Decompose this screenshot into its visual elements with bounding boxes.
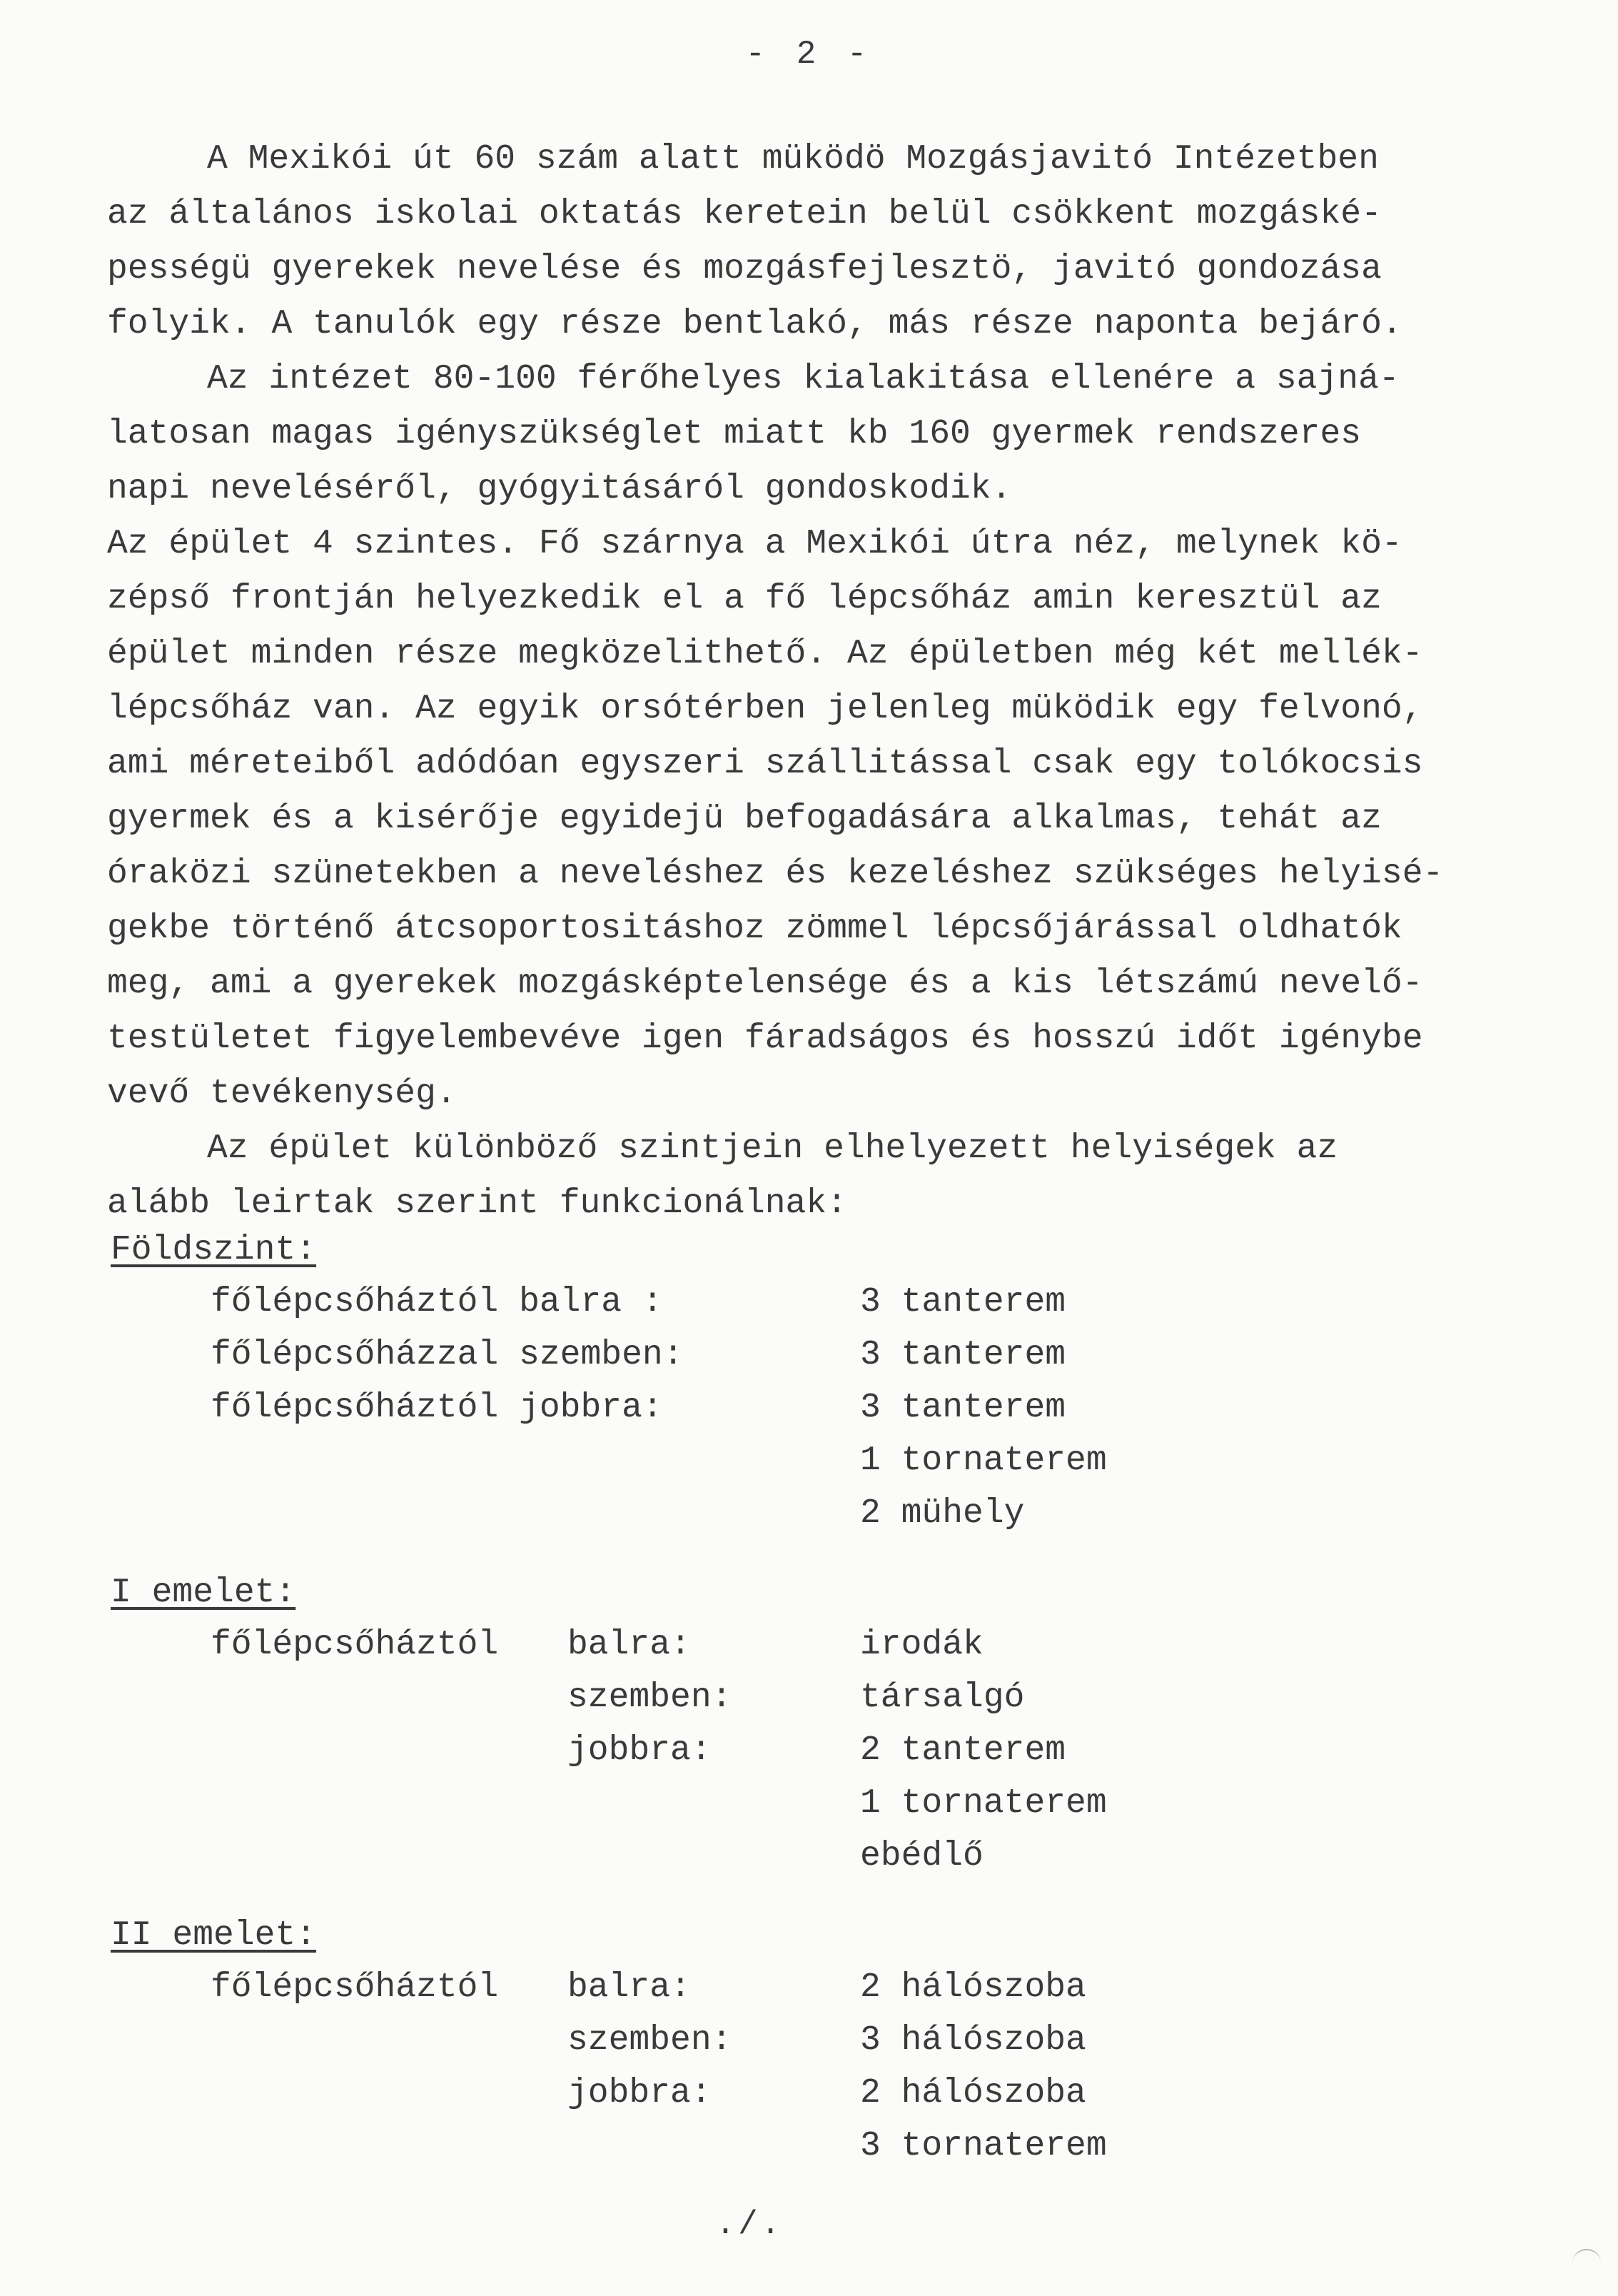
room-row bbox=[111, 1618, 1324, 1671]
paragraph-capacity bbox=[107, 352, 1506, 517]
room-count: 2 hálószoba bbox=[860, 1968, 1086, 2007]
room-count: irodák bbox=[860, 1626, 984, 1664]
text-line: Az épület 4 szintes. Fő szárnya a Mexikói útra néz, melynek kö- bbox=[107, 525, 1402, 563]
text-line: lépcsőház van. Az egyik orsótérben jelenleg müködik egy felvonó, bbox=[107, 690, 1423, 728]
room-direction: balra: bbox=[567, 1968, 691, 2007]
room-direction: balra: bbox=[567, 1626, 691, 1664]
section-title: II emelet: bbox=[111, 1916, 317, 1955]
room-row bbox=[111, 1777, 1324, 1830]
text-line: testületet figyelembevéve igen fáradságos és hosszú időt igénybe bbox=[107, 1019, 1423, 1058]
page-number: - 2 - bbox=[745, 36, 873, 73]
text-line: épület minden része megközelithető. Az épületben még két mellék- bbox=[107, 635, 1423, 673]
room-count: társalgó bbox=[860, 1678, 1025, 1717]
room-row bbox=[111, 1381, 1324, 1434]
room-count: 2 tanterem bbox=[860, 1731, 1066, 1770]
text-line: vevő tevékenység. bbox=[107, 1074, 457, 1113]
room-count: ebédlő bbox=[860, 1837, 984, 1875]
room-count: 3 tanterem bbox=[860, 1389, 1066, 1427]
room-row bbox=[111, 1961, 1324, 2014]
text-line: A Mexikói út 60 szám alatt müködö Mozgásjavitó Intézetben bbox=[207, 140, 1379, 178]
room-row bbox=[111, 2014, 1324, 2067]
body-text bbox=[107, 132, 1506, 1232]
text-line: óraközi szünetekben a neveléshez és kezeléshez szükséges helyisé- bbox=[107, 855, 1444, 893]
room-count: 1 tornaterem bbox=[860, 1784, 1107, 1823]
room-row bbox=[111, 1671, 1324, 1724]
text-line: gyermek és a kisérője egyidejü befogadására alkalmas, tehát az bbox=[107, 800, 1382, 838]
room-row bbox=[111, 1329, 1324, 1381]
room-count: 3 hálószoba bbox=[860, 2021, 1086, 2060]
text-line: Az intézet 80-100 férőhelyes kialakitása ellenére a sajná- bbox=[207, 360, 1400, 398]
section-title: I emelet: bbox=[111, 1574, 296, 1612]
room-location: főlépcsőháztól jobbra: bbox=[211, 1389, 663, 1427]
room-row bbox=[111, 1487, 1324, 1540]
paragraph-building bbox=[107, 517, 1506, 1122]
room-count: 2 mühely bbox=[860, 1494, 1025, 1533]
text-line: gekbe történő átcsoportositáshoz zömmel lépcsőjárással oldhatók bbox=[107, 910, 1402, 948]
room-row bbox=[111, 1434, 1324, 1487]
room-direction: jobbra: bbox=[567, 2074, 712, 2113]
paragraph-levels-intro bbox=[107, 1122, 1506, 1232]
room-count: 1 tornaterem bbox=[860, 1441, 1107, 1480]
text-line: meg, ami a gyerekek mozgásképtelensége és a kis létszámú nevelő- bbox=[107, 965, 1423, 1003]
room-location: főlépcsőháztól bbox=[211, 1968, 499, 2007]
room-row bbox=[111, 1724, 1324, 1777]
room-count: 3 tanterem bbox=[860, 1283, 1066, 1321]
section-second-floor bbox=[111, 1910, 1324, 2172]
text-line: zépső frontján helyezkedik el a fő lépcsőház amin keresztül az bbox=[107, 580, 1382, 618]
text-line: Az épület különböző szintjein elhelyezett helyiségek az bbox=[207, 1129, 1338, 1168]
room-count: 3 tanterem bbox=[860, 1336, 1066, 1374]
text-line: pességü gyerekek nevelése és mozgásfejlesztö, javitó gondozása bbox=[107, 250, 1382, 288]
room-row bbox=[111, 1830, 1324, 1883]
room-direction: szemben: bbox=[567, 2021, 732, 2060]
continuation-mark: ./. bbox=[715, 2206, 784, 2243]
room-location: főlépcsőházzal szemben: bbox=[211, 1336, 684, 1374]
room-location: főlépcsőháztól balra : bbox=[211, 1283, 663, 1321]
section-first-floor bbox=[111, 1567, 1324, 1883]
text-line: latosan magas igényszükséglet miatt kb 160 gyermek rendszeres bbox=[107, 415, 1362, 453]
room-row bbox=[111, 1276, 1324, 1329]
room-count: 3 tornaterem bbox=[860, 2127, 1107, 2165]
room-count: 2 hálószoba bbox=[860, 2074, 1086, 2113]
room-row bbox=[111, 2067, 1324, 2120]
text-line: az általános iskolai oktatás keretein belül csökkent mozgáské- bbox=[107, 195, 1382, 233]
margin-pencil-mark bbox=[1572, 2249, 1601, 2279]
text-line: napi neveléséről, gyógyitásáról gondoskodik. bbox=[107, 470, 1012, 508]
text-line: ami méreteiből adódóan egyszeri szállitással csak egy tolókocsis bbox=[107, 745, 1423, 783]
room-direction: szemben: bbox=[567, 1678, 732, 1717]
section-title: Földszint: bbox=[111, 1231, 317, 1269]
room-row bbox=[111, 2120, 1324, 2172]
paragraph-intro bbox=[107, 132, 1506, 352]
text-line: alább leirtak szerint funkcionálnak: bbox=[107, 1184, 847, 1223]
room-location: főlépcsőháztól bbox=[211, 1626, 499, 1664]
section-ground-floor bbox=[111, 1224, 1324, 1540]
room-direction: jobbra: bbox=[567, 1731, 712, 1770]
text-line: folyik. A tanulók egy része bentlakó, más része naponta bejáró. bbox=[107, 305, 1402, 343]
